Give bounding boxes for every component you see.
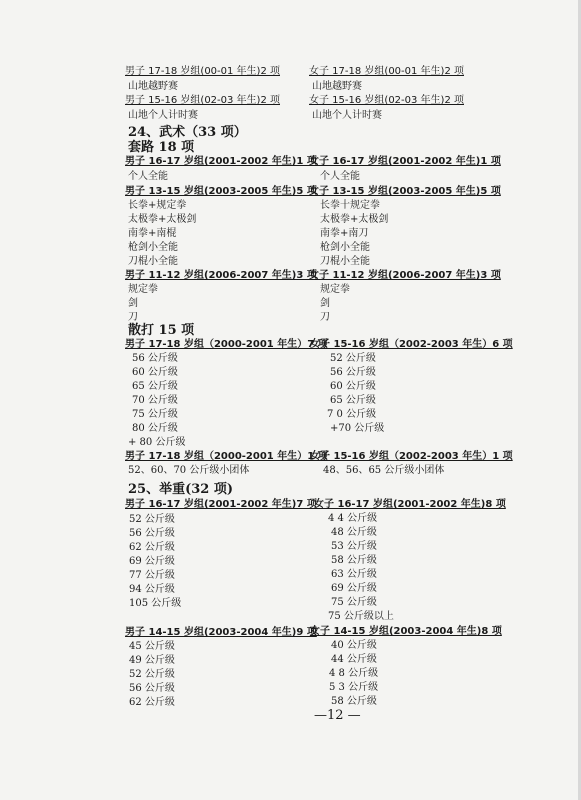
group-title: 男子 14-15 岁组(2003-2004 年生)9 项 [125, 627, 317, 638]
group-title: 女子 11-12 岁组(2006-2007 年生)3 项 [309, 270, 501, 281]
event-item: 63 公斤级 [331, 569, 377, 580]
event-item: 刀 [128, 312, 138, 323]
event-item: 80 公斤级 [132, 423, 178, 434]
event-item: + 80 公斤级 [128, 437, 186, 448]
event-item: 剑 [128, 298, 138, 309]
event-item: 枪剑小全能 [320, 242, 370, 253]
event-item: 48、56、65 公斤级小团体 [323, 465, 445, 476]
subsection-heading-sanda: 散打 15 项 [128, 323, 195, 338]
event-item: 个人全能 [320, 171, 360, 182]
event-item: 规定拳 [320, 284, 350, 295]
event-item: 太极拳+太极剑 [128, 214, 197, 225]
event-item: 长拳+规定拳 [128, 200, 187, 211]
event-item: 52、60、70 公斤级小团体 [128, 465, 250, 476]
group-title: 男子 16-17 岁组(2001-2002 年生)7 项 [125, 499, 317, 510]
group-title: 女子 15-16 岁组（2002-2003 年生）1 项 [310, 451, 513, 462]
event-item: 65 公斤级 [132, 381, 178, 392]
event-item: 56 公斤级 [129, 528, 175, 539]
group-title: 女子 13-15 岁组(2003-2005 年生)5 项 [309, 186, 501, 197]
event-item: 60 公斤级 [330, 381, 376, 392]
event-item: 48 公斤级 [331, 527, 377, 538]
group-title: 男子 17-18 岁组（2000-2001 年生）1 项 [125, 451, 328, 462]
event-item: 山地个人计时赛 [128, 110, 198, 121]
event-item: 山地越野赛 [128, 81, 178, 92]
group-title: 男子 11-12 岁组(2006-2007 年生)3 项 [125, 270, 317, 281]
event-item: 南拳+南刀 [320, 228, 369, 239]
event-item: 60 公斤级 [132, 367, 178, 378]
event-item: 规定拳 [128, 284, 158, 295]
event-item: 56 公斤级 [132, 353, 178, 364]
event-item: 105 公斤级 [129, 598, 182, 609]
event-item: 65 公斤级 [330, 395, 376, 406]
event-item: 太极拳+太极剑 [320, 214, 389, 225]
event-item: 山地个人计时赛 [312, 110, 382, 121]
group-title: 男子 17-18 岁组(00-01 年生)2 项 [125, 66, 280, 77]
event-item: 52 公斤级 [129, 514, 175, 525]
event-item: 山地越野赛 [312, 81, 362, 92]
group-title: 男子 16-17 岁组(2001-2002 年生)1 项 [125, 156, 317, 167]
group-title: 女子 16-17 岁组(2001-2002 年生)8 项 [314, 499, 506, 510]
event-item: 40 公斤级 [331, 640, 377, 651]
event-item: 56 公斤级 [330, 367, 376, 378]
event-item: 70 公斤级 [132, 395, 178, 406]
event-item: 4 4 公斤级 [328, 513, 378, 524]
event-item: 75 公斤级 [331, 597, 377, 608]
event-item: 4 8 公斤级 [329, 668, 379, 679]
event-item: 个人全能 [128, 171, 168, 182]
event-item: 枪剑小全能 [128, 242, 178, 253]
event-item: 75 公斤级以上 [328, 611, 394, 622]
section-heading-wushu: 24、武术（33 项） [128, 125, 247, 140]
group-title: 女子 15-16 岁组（2002-2003 年生）6 项 [310, 339, 513, 350]
event-item: 62 公斤级 [129, 542, 175, 553]
event-item: 5 3 公斤级 [329, 682, 379, 693]
event-item: 南拳+南棍 [128, 228, 177, 239]
event-item: 62 公斤级 [129, 697, 175, 708]
group-title: 女子 14-15 岁组(2003-2004 年生)8 项 [310, 626, 502, 637]
event-item: 44 公斤级 [331, 654, 377, 665]
event-item: 刀 [320, 312, 330, 323]
event-item: 53 公斤级 [331, 541, 377, 552]
group-title: 女子 16-17 岁组(2001-2002 年生)1 项 [309, 156, 501, 167]
event-item: 45 公斤级 [129, 641, 175, 652]
event-item: 49 公斤级 [129, 655, 175, 666]
event-item: 69 公斤级 [129, 556, 175, 567]
event-item: 长拳十规定拳 [320, 200, 380, 211]
event-item: 52 公斤级 [330, 353, 376, 364]
event-item: 剑 [320, 298, 330, 309]
event-item: 56 公斤级 [129, 683, 175, 694]
section-heading-weightlifting: 25、举重(32 项) [128, 482, 234, 497]
group-title: 男子 15-16 岁组(02-03 年生)2 项 [125, 95, 280, 106]
group-title: 男子 13-15 岁组(2003-2005 年生)5 项 [125, 186, 317, 197]
event-item: 75 公斤级 [132, 409, 178, 420]
event-item: +70 公斤级 [330, 423, 385, 434]
group-title: 女子 15-16 岁组(02-03 年生)2 项 [309, 95, 464, 106]
group-title: 女子 17-18 岁组(00-01 年生)2 项 [309, 66, 464, 77]
event-item: 58 公斤级 [331, 555, 377, 566]
event-item: 77 公斤级 [129, 570, 175, 581]
event-item: 58 公斤级 [331, 696, 377, 707]
page-number: —12 — [314, 708, 361, 723]
event-item: 7 0 公斤级 [327, 409, 377, 420]
event-item: 52 公斤级 [129, 669, 175, 680]
event-item: 69 公斤级 [331, 583, 377, 594]
group-title: 男子 17-18 岁组（2000-2001 年生）7 项 [125, 339, 328, 350]
event-item: 刀棍小全能 [128, 256, 178, 267]
event-item: 刀棍小全能 [320, 256, 370, 267]
subsection-heading-taolu: 套路 18 项 [128, 140, 195, 155]
event-item: 94 公斤级 [129, 584, 175, 595]
